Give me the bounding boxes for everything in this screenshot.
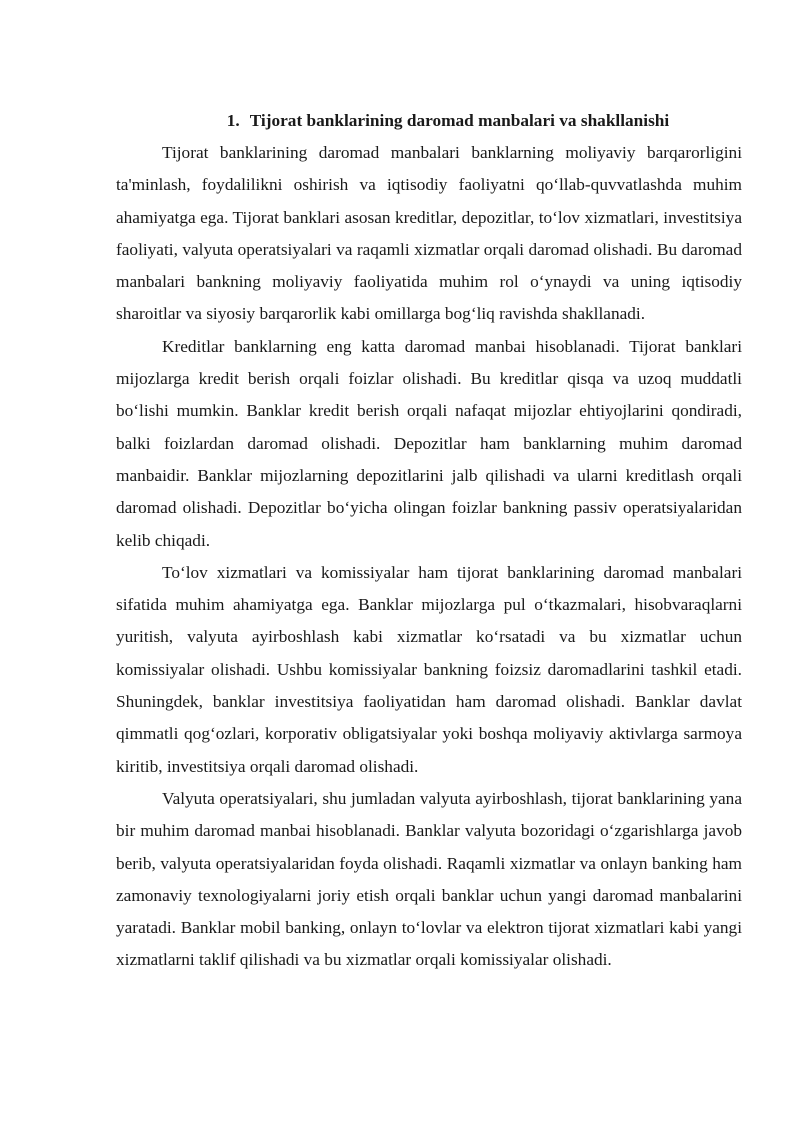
section-title: Tijorat banklarining daromad manbalari va shakllanishi [249,111,670,130]
paragraph-intro: Tijorat banklarining daromad manbalari banklarning moliyaviy barqarorligini ta'minlash, foydalilikni oshirish va iqtisodiy faoliyatni qo‘llab-quvvatlashda muhim ahamiyatga ega. Tijorat banklari asosan kreditlar, depozitlar, to‘lov xizmatlari, investitsiya faoliyati, valyuta operatsiyalari va raqamli xizmatlar orqali daromad olishadi. Bu daromad manbalari bankning moliyaviy faoliyatida muhim rol o‘ynaydi va uning iqtisodiy sharoitlar va siyosiy barqarorlik kabi omillarga bog‘liq ravishda shakllanadi. [116,143,742,324]
paragraph-payment-services: To‘lov xizmatlari va komissiyalar ham tijorat banklarining daromad manbalari sifatida muhim ahamiyatga ega. Banklar mijozlarga pul o‘tkazmalari, hisobvaraqlarni yuritish, valyuta ayirboshlash kabi xizmatlar ko‘rsatadi va bu xizmatlar uchun komissiyalar olishadi. Ushbu komissiyalar bankning foizsiz daromadlarini tashkil etadi. Shuningdek, banklar investitsiya faoliyatidan ham daromad olishadi. Banklar davlat qimmatli qog‘ozlari, korporativ obligatsiyalar yoki boshqa moliyaviy aktivlarga sarmoya kiritib, investitsiya orqali daromad olishadi. [116,562,742,776]
section-heading [116,108,742,134]
paragraph-currency-digital: Valyuta operatsiyalari, shu jumladan valyuta ayirboshlash, tijorat banklarining yana bir muhim daromad manbai hisoblanadi. Banklar valyuta bozoridagi o‘zgarishlarga javob berib, valyuta operatsiyalaridan foyda olishadi. Raqamli xizmatlar va onlayn banking ham zamonaviy texnologiyalarni joriy etish orqali banklar uchun yangi daromad manbalarini yaratadi. Banklar mobil banking, onlayn to‘lovlar va elektron tijorat xizmatlari kabi yangi xizmatlarni taklif qilishadi va bu xizmatlar orqali komissiyalar olishadi. [116,788,742,970]
document-page [116,108,742,977]
section-number: 1. [226,111,240,130]
paragraph-credits-deposits: Kreditlar banklarning eng katta daromad manbai hisoblanadi. Tijorat banklari mijozlarga kredit berish orqali foizlar olishadi. Bu kreditlar qisqa va uzoq muddatli bo‘lishi mumkin. Banklar kredit berish orqali nafaqat mijozlar ehtiyojlarini qondiradi, balki foizlardan daromad olishadi. Depozitlar ham banklarning muhim daromad manbaidir. Banklar mijozlarning depozitlarini jalb qilishadi va ularni kreditlash orqali daromad olishadi. Depozitlar bo‘yicha olingan foizlar bankning passiv operatsiyalaridan kelib chiqadi. [116,336,742,550]
